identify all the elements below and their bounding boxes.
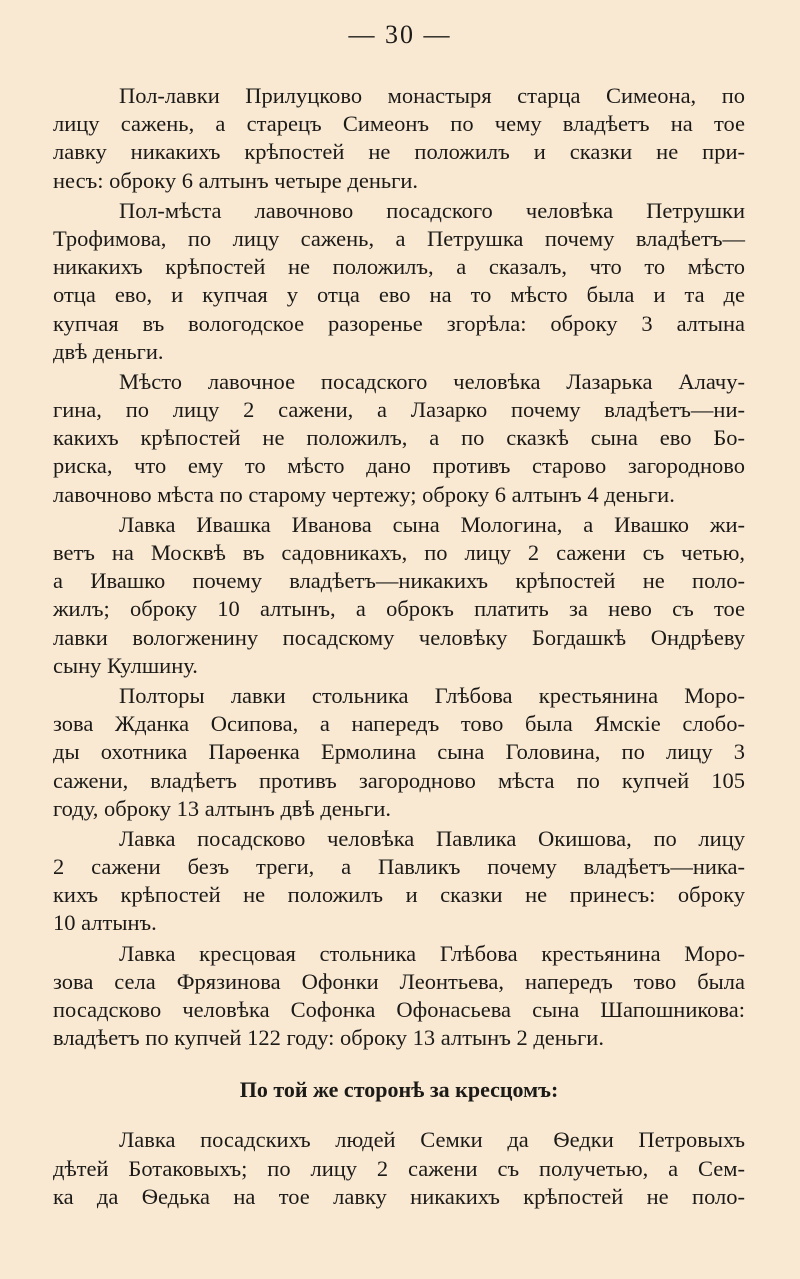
paragraph [53,825,745,938]
text-line: какихъ крѣпостей не положилъ, а по сказкѣ сына ево Бо- [53,425,745,451]
paragraph [53,368,745,509]
section-heading: По той же сторонѣ за кресцомъ: [239,1077,559,1103]
text-line: 2 сажени безъ треги, а Павликъ почему владѣетъ—ника- [53,854,745,880]
paragraph [53,197,745,366]
text-line: ка да Ѳедька на тое лавку никакихъ крѣпостей не поло- [53,1183,745,1209]
text-line: сыну Кулшину. [53,652,198,678]
paragraph [53,682,745,823]
paragraphs-before [53,82,745,1052]
text-line: риска, что ему то мѣсто дано противъ старово загородново [53,453,745,479]
page-number: — 30 — [348,20,452,49]
page-body [53,82,745,1213]
text-line: ды охотника Парѳенка Ермолина сына Головина, по лицу 3 [53,739,745,765]
text-line: зова Жданка Осипова, а напередъ тово была Ямскіе слобо- [53,711,745,737]
text-line: Лавка посадсково человѣка Павлика Окишова, по лицу [119,825,745,851]
text-line: посадсково человѣка Софонка Офонасьева сына Шапошникова: [53,997,745,1022]
text-line: году, оброку 13 алтынъ двѣ деньги. [53,795,391,821]
text-line: Мѣсто лавочное посадского человѣка Лазарька Алачу- [119,368,745,394]
text-line: жилъ; оброку 10 алтынъ, а оброкъ платить за нево съ тое [53,596,745,622]
text-line: кихъ крѣпостей не положилъ и сказки не принесъ: оброку [53,882,745,908]
text-line: купчая въ вологодское разоренье згорѣла: оброку 3 алтына [53,310,745,336]
text-line: владѣетъ по купчей 122 году: оброку 13 алтынъ 2 деньги. [53,1025,604,1051]
text-line: Лавка посадскихъ людей Семки да Ѳедки Петровыхъ [119,1127,745,1153]
text-line: несъ: оброку 6 алтынъ четыре деньги. [53,167,419,193]
paragraph [53,511,745,680]
text-line: Лавка кресцовая стольника Глѣбова крестьянина Моро- [119,940,745,966]
text-line: 10 алтынъ. [53,910,157,936]
text-line: ветъ на Москвѣ въ садовникахъ, по лицу 2 сажени съ четью, [53,540,745,565]
text-line: Лавка Ивашка Иванова сына Мологина, а Ивашко жи- [119,511,745,537]
text-line: двѣ деньги. [53,338,164,364]
text-line: никакихъ крѣпостей не положилъ, а сказалъ, что то мѣсто [53,254,745,280]
paragraph [53,82,745,195]
text-line: Пол-мѣста лавочново посадского человѣка Петрушки [119,197,745,223]
text-line: лавку никакихъ крѣпостей не положилъ и сказки не при- [53,139,745,165]
text-line: лицу сажень, а старецъ Симеонъ по чему владѣетъ на тое [53,111,745,137]
text-line: лавочново мѣста по старому чертежу; оброку 6 алтынъ 4 деньги. [53,481,675,507]
text-line: зова села Фрязинова Офонки Леонтьева, напередъ тово была [53,968,745,994]
paragraph [53,1126,745,1211]
text-line: гина, по лицу 2 сажени, а Лазарко почему владѣетъ—ни- [53,397,745,423]
text-line: Полторы лавки стольника Глѣбова крестьянина Моро- [119,682,745,708]
text-line: а Ивашко почему владѣетъ—никакихъ крѣпостей не поло- [53,568,745,594]
paragraph [53,940,745,1053]
text-line: Пол-лавки Прилуцково монастыря старца Симеона, по [119,83,745,108]
text-line: сажени, владѣетъ противъ загородново мѣста по купчей 105 [53,767,745,793]
paragraphs-after [53,1126,745,1211]
text-line: лавки вологженину посадскому человѣку Богдашкѣ Ондрѣеву [53,624,745,650]
text-line: отца ево, и купчая у отца ево на то мѣсто была и та де [53,282,745,308]
text-line: дѣтей Ботаковыхъ; по лицу 2 сажени съ получетью, а Сем- [53,1155,745,1181]
text-line: Трофимова, по лицу сажень, а Петрушка почему владѣетъ— [53,225,745,251]
